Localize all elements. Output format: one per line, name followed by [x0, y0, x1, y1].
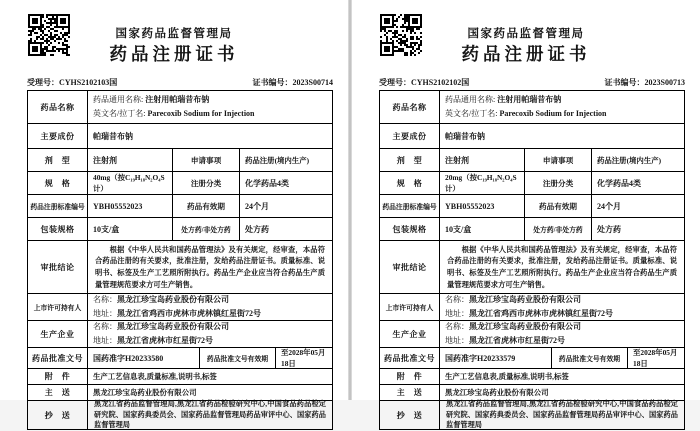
row-dosage-form	[28, 149, 332, 172]
row-drug-name	[380, 91, 684, 124]
copy-send-label: 抄 送	[380, 401, 440, 429]
manufacturer-name-line	[93, 320, 327, 334]
main-ingredient-label: 主要成份	[28, 124, 88, 148]
main-ingredient-value: 帕瑞昔布钠	[445, 131, 485, 141]
row-specification	[380, 172, 684, 195]
registration-category-label: 注册分类	[525, 172, 592, 194]
approval-conclusion-label: 审批结论	[380, 241, 440, 293]
generic-name: 注射用帕瑞昔布钠	[497, 95, 562, 104]
row-manufacturer	[380, 321, 684, 348]
acceptance-number	[27, 77, 117, 88]
approval-conclusion-text: 根据《中华人民共和国药品管理法》及有关规定，经审查，本品符合药品注册的有关要求，批准注册，发给药品注册证书。质量标准、说明书、标签及生产工艺照所附执行。药品生产企业应当符合药品生产质量管理规范要求方可生产销售。	[447, 244, 677, 289]
meta-row	[27, 77, 333, 88]
certificate-number-value: 2023S00714	[292, 78, 333, 87]
mah-name-line	[445, 293, 679, 307]
manufacturer-value	[88, 321, 332, 347]
row-approval-conclusion	[28, 241, 332, 294]
application-item-label: 申请事项	[525, 149, 592, 171]
approval-number-validity-value: 至2028年05月18日	[281, 348, 326, 368]
approval-number-validity-label: 药品批准文号有效期	[200, 348, 276, 368]
mah-name: 黑龙江珍宝岛药业股份有限公司	[117, 295, 229, 304]
dosage-form-value: 注射剂	[440, 149, 525, 171]
drug-name-value	[88, 91, 332, 123]
acceptance-number	[379, 77, 469, 88]
certificate-number-label: 证书编号：	[604, 78, 645, 87]
english-name: Parecoxib Sodium for Injection	[499, 109, 607, 118]
validity-label: 药品有效期	[173, 195, 240, 217]
package-label: 包装规格	[380, 218, 440, 240]
rx-otc-value: 处方药	[245, 224, 269, 234]
drug-name-value	[440, 91, 684, 123]
specification-value: 20mg（按C₁₉H₁₈N₂O₄S计）	[440, 172, 525, 194]
attachments-label: 附 件	[380, 369, 440, 384]
approval-conclusion-label: 审批结论	[28, 241, 88, 293]
attachments-value: 生产工艺信息表,质量标准,说明书,标签	[93, 372, 217, 381]
certificate-number-label: 证书编号：	[252, 78, 293, 87]
manufacturer-address-prefix: 地址：	[93, 336, 117, 345]
mah-address: 黑龙江省鸡西市虎林市虎林镇红星街72号	[469, 309, 613, 318]
mah-name: 黑龙江珍宝岛药业股份有限公司	[469, 295, 581, 304]
approval-number-value: 国药准字H20233580	[88, 348, 200, 368]
document-title: 药品注册证书	[109, 44, 239, 64]
manufacturer-label: 生产企业	[380, 321, 440, 347]
mah-label: 上市许可持有人	[380, 294, 440, 320]
approval-number-label: 药品批准文号	[28, 348, 88, 368]
registration-category-label: 注册分类	[173, 172, 240, 194]
generic-name-line	[445, 93, 679, 107]
row-package	[380, 218, 684, 241]
certificate-number	[253, 77, 333, 88]
english-name-line	[93, 107, 327, 121]
specification-value: 40mg（按C₁₉H₁₈N₂O₄S计）	[88, 172, 173, 194]
acceptance-number-label: 受理号：	[27, 78, 59, 87]
specification-label: 规 格	[380, 172, 440, 194]
manufacturer-name: 黑龙江珍宝岛药业股份有限公司	[117, 322, 229, 331]
row-specification	[28, 172, 332, 195]
validity-label: 药品有效期	[525, 195, 592, 217]
rx-otc-label: 处方药/非处方药	[173, 218, 240, 240]
manufacturer-name-prefix: 名称：	[445, 322, 469, 331]
row-standard-number	[380, 195, 684, 218]
copy-send-label: 抄 送	[28, 401, 88, 429]
mah-name-prefix: 名称：	[93, 295, 117, 304]
package-label: 包装规格	[28, 218, 88, 240]
copy-send-value: 黑龙江省药品监督管理局,黑龙江省药品检验研究中心,中国食品药品检定研究院、国家药典委员会、国家药品监督管理局药品审评中心、国家药品监督管理局	[446, 400, 678, 430]
document-title: 药品注册证书	[461, 44, 591, 64]
standard-number-value: YBH05552023	[88, 195, 173, 217]
generic-name-line	[93, 93, 327, 107]
mah-address-line	[93, 307, 327, 321]
main-ingredient-label: 主要成份	[380, 124, 440, 148]
acceptance-number-value: CYHS2102103国	[59, 78, 118, 87]
mah-value	[440, 294, 684, 320]
manufacturer-address-line	[445, 334, 679, 348]
dosage-form-value: 注射剂	[88, 149, 173, 171]
row-mah	[380, 294, 684, 321]
validity-value: 24个月	[245, 201, 269, 211]
copy-send-value: 黑龙江省药品监督管理局,黑龙江省药品检验研究中心,中国食品药品检定研究院、国家药典委员会、国家药品监督管理局药品审评中心、国家药品监督管理局	[94, 400, 326, 430]
approval-number-validity-value: 至2028年05月18日	[633, 348, 678, 368]
mah-value	[88, 294, 332, 320]
agency-title: 国家药品监督管理局	[467, 28, 585, 40]
application-item-label: 申请事项	[173, 149, 240, 171]
drug-name-label: 药品名称	[28, 91, 88, 123]
row-copy-send	[380, 401, 684, 429]
english-name-line	[445, 107, 679, 121]
dosage-form-label: 剂 型	[380, 149, 440, 171]
main-send-value: 黑龙江珍宝岛药业股份有限公司	[93, 388, 197, 397]
row-approval-conclusion	[380, 241, 684, 294]
standard-number-value: YBH05552023	[440, 195, 525, 217]
mah-name-line	[93, 293, 327, 307]
manufacturer-name: 黑龙江珍宝岛药业股份有限公司	[469, 322, 581, 331]
manufacturer-value	[440, 321, 684, 347]
manufacturer-name-prefix: 名称：	[93, 322, 117, 331]
manufacturer-address-prefix: 地址：	[445, 336, 469, 345]
manufacturer-address: 黑龙江省虎林市红星街72号	[117, 336, 213, 345]
row-approval-number	[380, 348, 684, 369]
generic-name-prefix: 药品通用名称:	[445, 95, 498, 104]
english-name-prefix: 英文名/拉丁名:	[93, 109, 148, 118]
certificate-number	[605, 77, 685, 88]
meta-row	[379, 77, 685, 88]
registration-category-value: 化学药品4类	[597, 178, 641, 188]
row-package	[28, 218, 332, 241]
approval-number-label: 药品批准文号	[380, 348, 440, 368]
certificate-page-left	[0, 0, 348, 430]
standard-number-label: 药品注册标准编号	[380, 195, 440, 217]
manufacturer-address-line	[93, 334, 327, 348]
row-attachments	[380, 369, 684, 385]
main-ingredient-value: 帕瑞昔布钠	[93, 131, 133, 141]
package-value: 10支/盒	[440, 218, 525, 240]
mah-address-line	[445, 307, 679, 321]
registration-category-value: 化学药品4类	[245, 178, 289, 188]
acceptance-number-label: 受理号：	[379, 78, 411, 87]
row-attachments	[28, 369, 332, 385]
rx-otc-label: 处方药/非处方药	[525, 218, 592, 240]
manufacturer-label: 生产企业	[28, 321, 88, 347]
row-approval-number	[28, 348, 332, 369]
agency-title: 国家药品监督管理局	[115, 28, 233, 40]
english-name-prefix: 英文名/拉丁名:	[445, 109, 500, 118]
rx-otc-value: 处方药	[597, 224, 621, 234]
mah-name-prefix: 名称：	[445, 295, 469, 304]
manufacturer-address: 黑龙江省虎林市红星街72号	[469, 336, 565, 345]
generic-name-prefix: 药品通用名称:	[93, 95, 146, 104]
standard-number-label: 药品注册标准编号	[28, 195, 88, 217]
row-main-ingredient	[28, 124, 332, 149]
row-main-ingredient	[380, 124, 684, 149]
mah-address-prefix: 地址：	[93, 309, 117, 318]
drug-name-label: 药品名称	[380, 91, 440, 123]
certificate-page-right	[352, 0, 700, 430]
mah-address-prefix: 地址：	[445, 309, 469, 318]
application-item-value: 药品注册(境内生产)	[597, 155, 662, 165]
approval-number-value: 国药准字H20233579	[440, 348, 552, 368]
row-manufacturer	[28, 321, 332, 348]
row-dosage-form	[380, 149, 684, 172]
generic-name: 注射用帕瑞昔布钠	[145, 95, 210, 104]
certificate-number-value: 2023S00713	[644, 78, 685, 87]
package-value: 10支/盒	[88, 218, 173, 240]
attachments-value: 生产工艺信息表,质量标准,说明书,标签	[445, 372, 569, 381]
main-send-value: 黑龙江珍宝岛药业股份有限公司	[445, 388, 549, 397]
manufacturer-name-line	[445, 320, 679, 334]
main-send-label: 主 送	[380, 385, 440, 400]
validity-value: 24个月	[597, 201, 621, 211]
dosage-form-label: 剂 型	[28, 149, 88, 171]
row-standard-number	[28, 195, 332, 218]
acceptance-number-value: CYHS2102102国	[411, 78, 470, 87]
attachments-label: 附 件	[28, 369, 88, 384]
row-copy-send	[28, 401, 332, 429]
mah-label: 上市许可持有人	[28, 294, 88, 320]
certificate-table	[27, 90, 333, 430]
specification-label: 规 格	[28, 172, 88, 194]
row-mah	[28, 294, 332, 321]
main-send-label: 主 送	[28, 385, 88, 400]
approval-conclusion-text: 根据《中华人民共和国药品管理法》及有关规定，经审查，本品符合药品注册的有关要求，批准注册，发给药品注册证书。质量标准、说明书、标签及生产工艺照所附执行。药品生产企业应当符合药品生产质量管理规范要求方可生产销售。	[95, 244, 325, 289]
certificate-table	[379, 90, 685, 430]
english-name: Parecoxib Sodium for Injection	[147, 109, 255, 118]
mah-address: 黑龙江省鸡西市虎林市虎林镇红星街72号	[117, 309, 261, 318]
row-drug-name	[28, 91, 332, 124]
application-item-value: 药品注册(境内生产)	[245, 155, 310, 165]
approval-number-validity-label: 药品批准文号有效期	[552, 348, 628, 368]
